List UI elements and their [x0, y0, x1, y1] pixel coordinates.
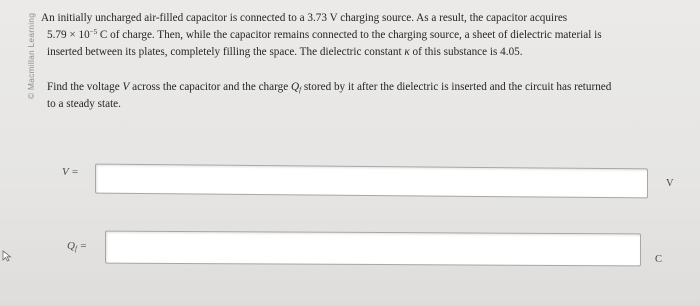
charge-label-equals: =: [76, 240, 88, 252]
problem-line-2-rest: C of charge. Then, while the capacitor remains connected to the charging source, a sheet of dielectric material is: [97, 29, 602, 41]
problem-line-3-start: inserted between its plates, completely filling the space. The dielectric constant: [47, 46, 405, 58]
question-text-start: Find the voltage: [47, 81, 123, 93]
charge-label: [67, 240, 87, 252]
charge-answer-input[interactable]: [105, 231, 641, 267]
kappa-symbol: κ: [404, 46, 410, 58]
charge-subscript: f: [299, 86, 302, 94]
problem-statement: [41, 10, 691, 61]
problem-line-3-end: of this substance is 4.05.: [409, 46, 523, 58]
question-text-mid: across the capacitor and the charge: [129, 81, 291, 93]
watermark-text: © Macmillan Learning: [26, 12, 37, 100]
question-line-1: [41, 79, 691, 96]
question-text-end: stored by it after the dielectric is inserted and the circuit has returned: [301, 81, 612, 93]
mouse-pointer-icon: [2, 250, 12, 262]
copyright-watermark: [24, 0, 38, 112]
voltage-label: V =: [62, 166, 79, 178]
question-line-2: to a steady state.: [47, 98, 121, 110]
charge-symbol: Q: [290, 81, 300, 93]
charge-label-subscript: f: [74, 245, 77, 253]
charge-exponent: −5: [89, 28, 98, 36]
charge-unit: C: [655, 254, 663, 265]
problem-line-3: [41, 44, 691, 61]
voltage-unit: V: [666, 178, 674, 189]
problem-line-2: [41, 27, 691, 44]
voltage-answer-input[interactable]: [95, 164, 648, 199]
charge-mantissa: 5.79 × 10: [47, 29, 90, 41]
voltage-symbol: V: [122, 81, 130, 93]
problem-line-1: An initially uncharged air-filled capacitor is connected to a 3.73 V charging source. As a result, the capacitor acquires: [41, 12, 568, 24]
charge-label-q: Q: [67, 240, 75, 252]
question-statement: [41, 79, 691, 113]
